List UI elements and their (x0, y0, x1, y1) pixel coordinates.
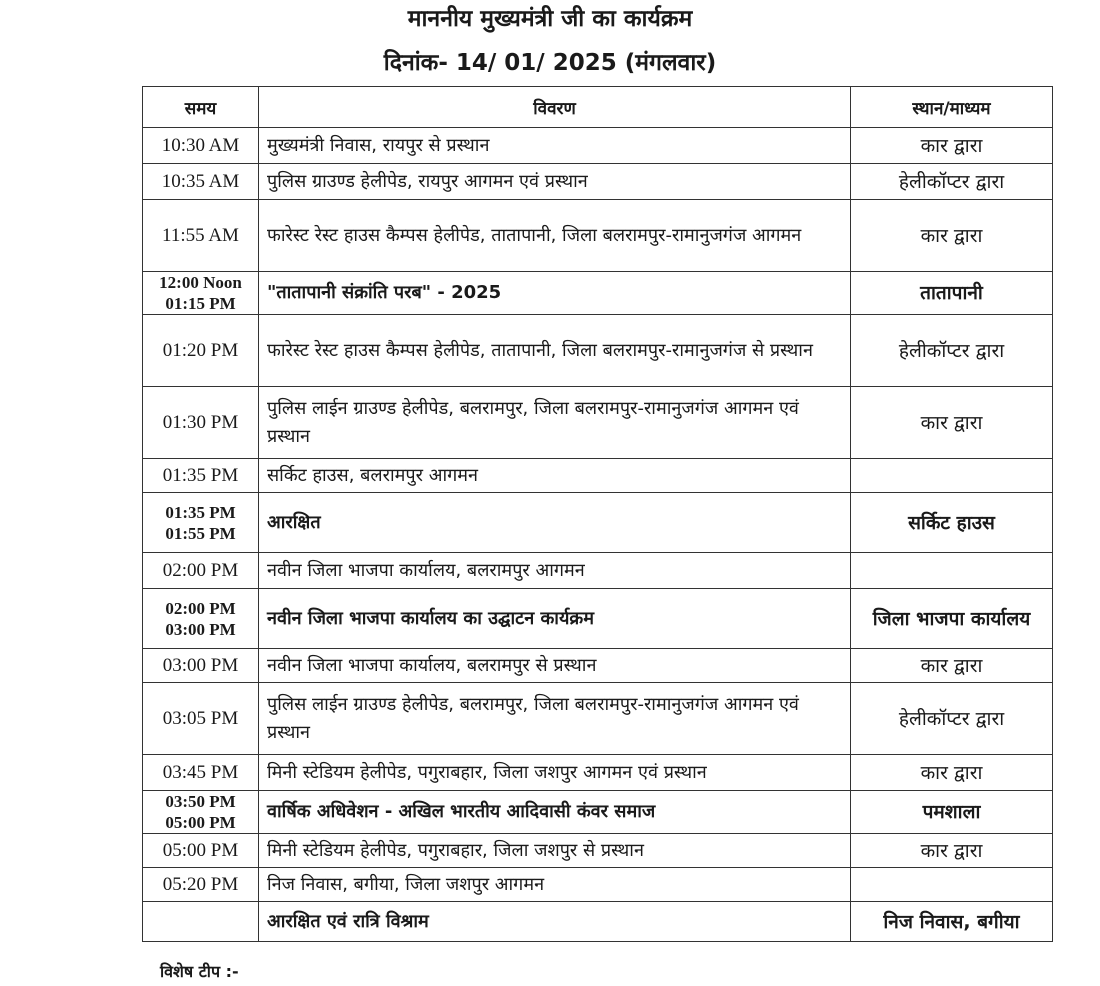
time-start: 01:35 PM (162, 465, 239, 486)
time-start: 02:00 PM (162, 560, 239, 581)
time-start: 01:20 PM (162, 340, 239, 361)
description-cell: नवीन जिला भाजपा कार्यालय, बलरामपुर आगमन (259, 553, 851, 589)
description-cell: पुलिस ग्राउण्ड हेलीपेड, रायपुर आगमन एवं प्रस्थान (259, 164, 851, 200)
place-cell: पमशाला (851, 791, 1053, 834)
table-row (143, 493, 1053, 553)
table-row (143, 683, 1053, 755)
description-cell: वार्षिक अधिवेशन - अखिल भारतीय आदिवासी कंवर समाज (259, 791, 851, 834)
time-cell (143, 128, 259, 164)
description-cell: मिनी स्टेडियम हेलीपेड, पगुराबहार, जिला जशपुर आगमन एवं प्रस्थान (259, 755, 851, 791)
description-cell: फारेस्ट रेस्ट हाउस कैम्पस हेलीपेड, तातापानी, जिला बलरामपुर-रामानुजगंज से प्रस्थान (259, 315, 851, 387)
time-cell (143, 649, 259, 683)
place-cell: कार द्वारा (851, 834, 1053, 868)
table-row (143, 272, 1053, 315)
table-row (143, 164, 1053, 200)
time-cell (143, 834, 259, 868)
time-cell (143, 459, 259, 493)
time-start: 02:00 PM (165, 598, 236, 618)
table-row (143, 902, 1053, 942)
time-start: 01:35 PM (165, 502, 236, 522)
table-row (143, 200, 1053, 272)
time-start: 03:45 PM (162, 762, 239, 783)
time-end: 05:00 PM (165, 813, 236, 832)
schedule-date: दिनांक- 14/ 01/ 2025 (मंगलवार) (383, 50, 717, 76)
place-cell: कार द्वारा (851, 128, 1053, 164)
time-cell (143, 868, 259, 902)
time-end: 01:55 PM (165, 523, 236, 543)
column-header-description: विवरण (259, 87, 851, 128)
time-cell (143, 315, 259, 387)
place-cell: निज निवास, बगीया (851, 902, 1053, 942)
place-cell: जिला भाजपा कार्यालय (851, 589, 1053, 649)
description-cell: नवीन जिला भाजपा कार्यालय, बलरामपुर से प्रस्थान (259, 649, 851, 683)
description-cell: मिनी स्टेडियम हेलीपेड, पगुराबहार, जिला जशपुर से प्रस्थान (259, 834, 851, 868)
time-cell (143, 272, 259, 315)
time-end: 03:00 PM (165, 619, 236, 639)
time-start: 05:00 PM (162, 840, 239, 861)
place-cell (851, 553, 1053, 589)
table-row (143, 128, 1053, 164)
table-row (143, 649, 1053, 683)
page-title: माननीय मुख्यमंत्री जी का कार्यक्रम (407, 6, 693, 32)
description-cell: "तातापानी संक्रांति परब" - 2025 (259, 272, 851, 315)
description-cell: फारेस्ट रेस्ट हाउस कैम्पस हेलीपेड, तातापानी, जिला बलरामपुर-रामानुजगंज आगमन (259, 200, 851, 272)
description-cell: आरक्षित एवं रात्रि विश्राम (259, 902, 851, 942)
place-cell: कार द्वारा (851, 755, 1053, 791)
time-end: 01:15 PM (165, 294, 236, 313)
place-cell: हेलीकॉप्टर द्वारा (851, 683, 1053, 755)
place-cell: हेलीकॉप्टर द्वारा (851, 315, 1053, 387)
time-cell (143, 755, 259, 791)
time-start: 03:00 PM (162, 655, 239, 676)
time-cell (143, 683, 259, 755)
table-row (143, 589, 1053, 649)
time-start: 03:50 PM (165, 792, 236, 811)
place-cell: हेलीकॉप्टर द्वारा (851, 164, 1053, 200)
time-cell (143, 791, 259, 834)
time-start: 12:00 Noon (159, 273, 242, 292)
table-row (143, 791, 1053, 834)
table-row (143, 553, 1053, 589)
table-row (143, 459, 1053, 493)
time-cell (143, 902, 259, 942)
column-header-place: स्थान/माध्यम (851, 87, 1053, 128)
time-cell (143, 589, 259, 649)
time-start: 03:05 PM (162, 708, 239, 729)
table-row (143, 755, 1053, 791)
place-cell: तातापानी (851, 272, 1053, 315)
description-cell: आरक्षित (259, 493, 851, 553)
table-row (143, 387, 1053, 459)
place-cell: कार द्वारा (851, 649, 1053, 683)
special-note-label: विशेष टीप :- (160, 962, 239, 981)
table-header-row (143, 87, 1053, 128)
description-cell: पुलिस लाईन ग्राउण्ड हेलीपेड, बलरामपुर, जिला बलरामपुर-रामानुजगंज आगमन एवं प्रस्थान (259, 683, 851, 755)
place-cell (851, 459, 1053, 493)
time-start: 01:30 PM (162, 412, 239, 433)
description-cell: नवीन जिला भाजपा कार्यालय का उद्घाटन कार्यक्रम (259, 589, 851, 649)
description-cell: सर्किट हाउस, बलरामपुर आगमन (259, 459, 851, 493)
place-cell (851, 868, 1053, 902)
table-row (143, 868, 1053, 902)
time-cell (143, 493, 259, 553)
place-cell: कार द्वारा (851, 387, 1053, 459)
description-cell: पुलिस लाईन ग्राउण्ड हेलीपेड, बलरामपुर, जिला बलरामपुर-रामानुजगंज आगमन एवं प्रस्थान (259, 387, 851, 459)
time-cell (143, 164, 259, 200)
time-start: 05:20 PM (162, 874, 239, 895)
table-row (143, 315, 1053, 387)
time-start: 11:55 AM (162, 225, 239, 246)
time-start: 10:30 AM (161, 135, 240, 156)
column-header-time: समय (143, 87, 259, 128)
place-cell: सर्किट हाउस (851, 493, 1053, 553)
time-cell (143, 387, 259, 459)
description-cell: मुख्यमंत्री निवास, रायपुर से प्रस्थान (259, 128, 851, 164)
schedule-table (142, 86, 1053, 942)
description-cell: निज निवास, बगीया, जिला जशपुर आगमन (259, 868, 851, 902)
time-cell (143, 553, 259, 589)
table-row (143, 834, 1053, 868)
time-start: 10:35 AM (161, 171, 240, 192)
place-cell: कार द्वारा (851, 200, 1053, 272)
time-cell (143, 200, 259, 272)
